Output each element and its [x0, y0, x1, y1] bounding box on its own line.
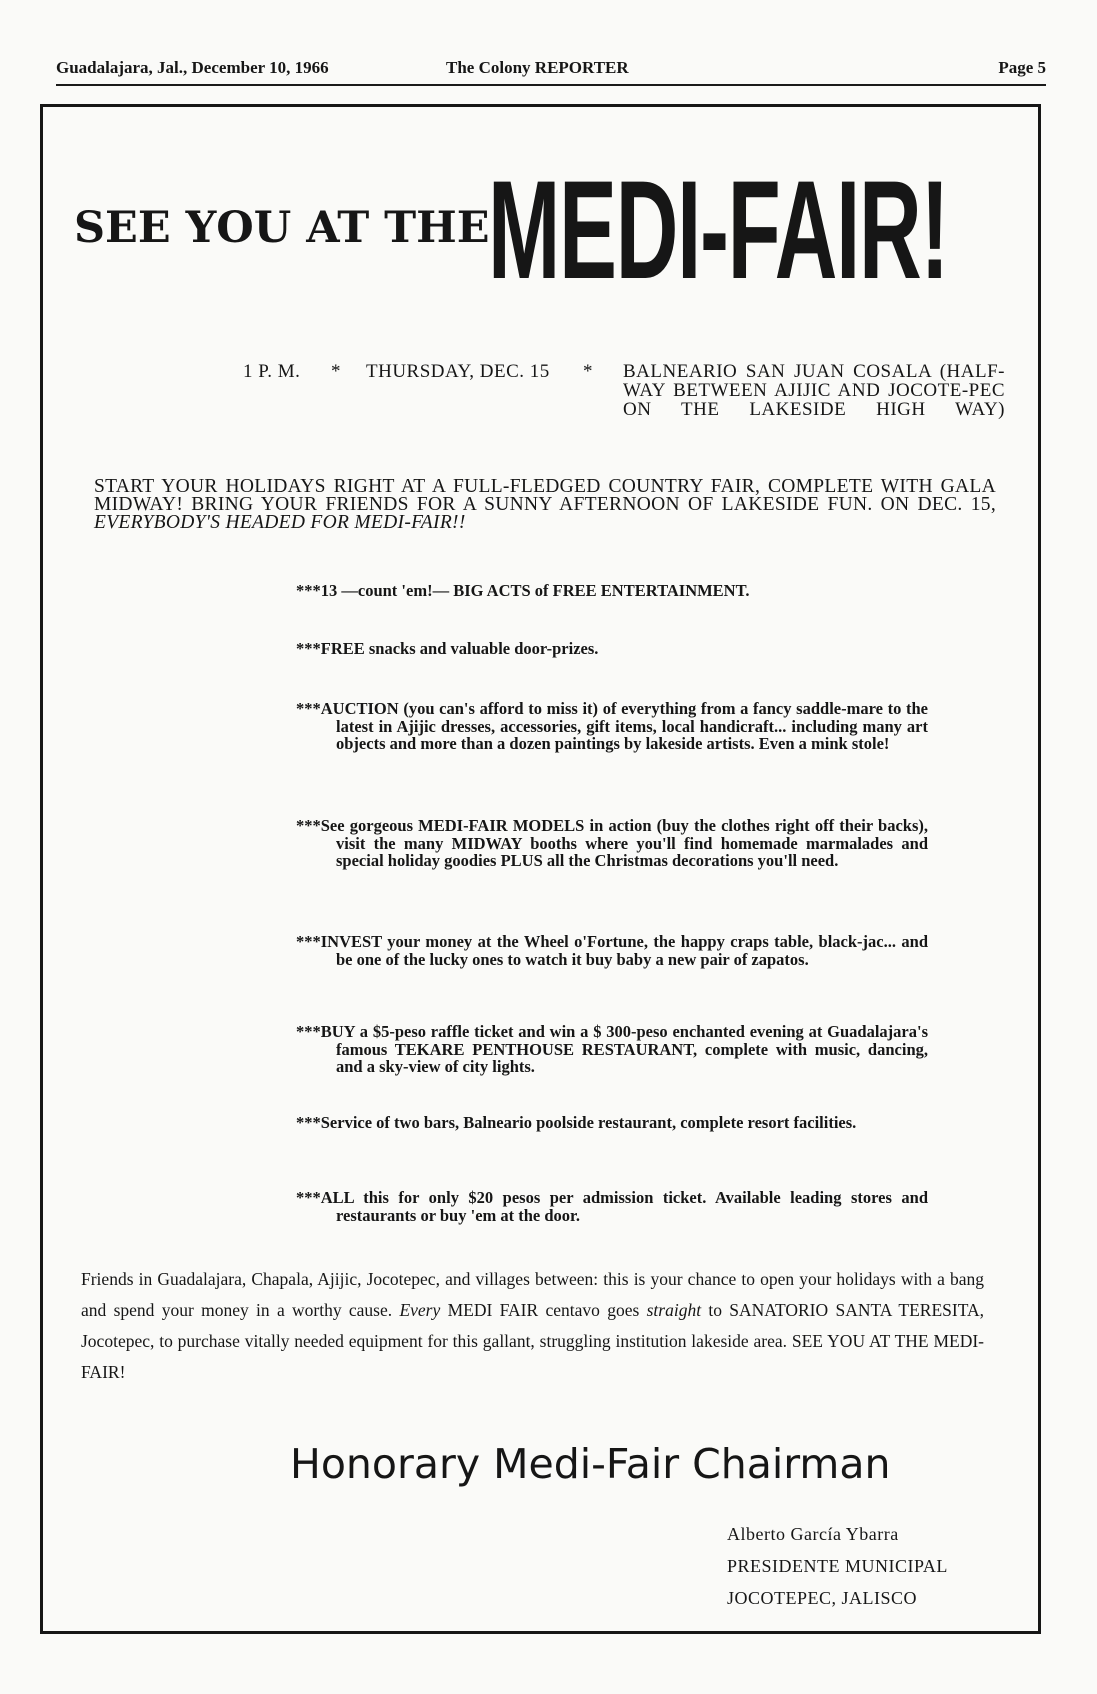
chairman-place: JOCOTEPEC, JALISCO	[727, 1588, 918, 1608]
header-publication: The Colony REPORTER	[446, 58, 629, 77]
headline-main: MEDI-FAIR!	[488, 151, 949, 308]
list-item: ***See gorgeous MEDI-FAIR MODELS in action (buy the clothes right off their backs), visit the many MIDWAY booths where you'll find homemade marmalades and special holiday goodies PLUS all the Christmas decorations you'll need.	[296, 816, 928, 870]
list-item: ***Service of two bars, Balneario poolside restaurant, complete resort facilities.	[296, 1113, 857, 1132]
list-item: ***BUY a $5-peso raffle ticket and win a $ 300-peso enchanted evening at Guadalajara's famous TEKARE PENTHOUSE RESTAURANT, complete with music, dancing, and a sky-view of city lights.	[296, 1022, 928, 1076]
separator-star: *	[583, 361, 593, 382]
list-item: ***AUCTION (you can's afford to miss it) of everything from a fancy saddle-mare to the latest in Ajijic dresses, accessories, gift items, local handicraft... including many art objects and more than a dozen paintings by lakeside artists. Even a mink stole!	[296, 699, 928, 753]
chairman-name: Alberto García Ybarra	[727, 1524, 899, 1544]
list-item: ***FREE snacks and valuable door-prizes.	[296, 639, 599, 658]
friends-paragraph: Friends in Guadalajara, Chapala, Ajijic, Jocotepec, and villages between: this is your chance to open your holidays with a bang and spend your money in a worthy cause. Every MEDI FAIR centavo goes straight to SANATORIO SANTA TERESITA, Jocotepec, to purchase vitally needed equipment for this gallant, struggling institution lakeside area. SEE YOU AT THE MEDI-FAIR!	[81, 1269, 985, 1382]
list-item: ***INVEST your money at the Wheel o'Fortune, the happy craps table, black-jac... and be one of the lucky ones to watch it buy baby a new pair of zapatos.	[296, 932, 928, 969]
header-dateline: Guadalajara, Jal., December 10, 1966	[56, 58, 329, 77]
event-time: 1 P. M.	[243, 361, 301, 382]
intro-text: START YOUR HOLIDAYS RIGHT AT A FULL-FLEDGED COUNTRY FAIR, COMPLETE WITH GALA MIDWAY! BRING YOUR FRIENDS FOR A SUNNY AFTERNOON OF LAKESIDE FUN. ON DEC. 15,	[94, 476, 996, 515]
event-date: THURSDAY, DEC. 15	[366, 361, 550, 382]
header-page-number: Page 5	[998, 58, 1046, 77]
event-location: BALNEARIO SAN JUAN COSALA (HALF-WAY BETWEEN AJIJIC AND JOCOTE-PEC ON THE LAKESIDE HIGH WAY)	[623, 361, 1005, 420]
separator-star: *	[331, 361, 341, 382]
list-item: ***13 —count 'em!— BIG ACTS of FREE ENTERTAINMENT.	[296, 581, 750, 600]
intro-emphasis: EVERYBODY'S HEADED FOR MEDI-FAIR!!	[94, 512, 466, 533]
headline-lead: SEE YOU AT THE	[74, 203, 490, 253]
list-item: ***ALL this for only $20 pesos per admission ticket. Available leading stores and restaurants or buy 'em at the door.	[296, 1188, 928, 1225]
chairman-position: PRESIDENTE MUNICIPAL	[727, 1556, 948, 1576]
page-header	[56, 56, 1046, 86]
chairman-title: Honorary Medi-Fair Chairman	[290, 1440, 891, 1488]
intro-paragraph	[94, 478, 996, 532]
